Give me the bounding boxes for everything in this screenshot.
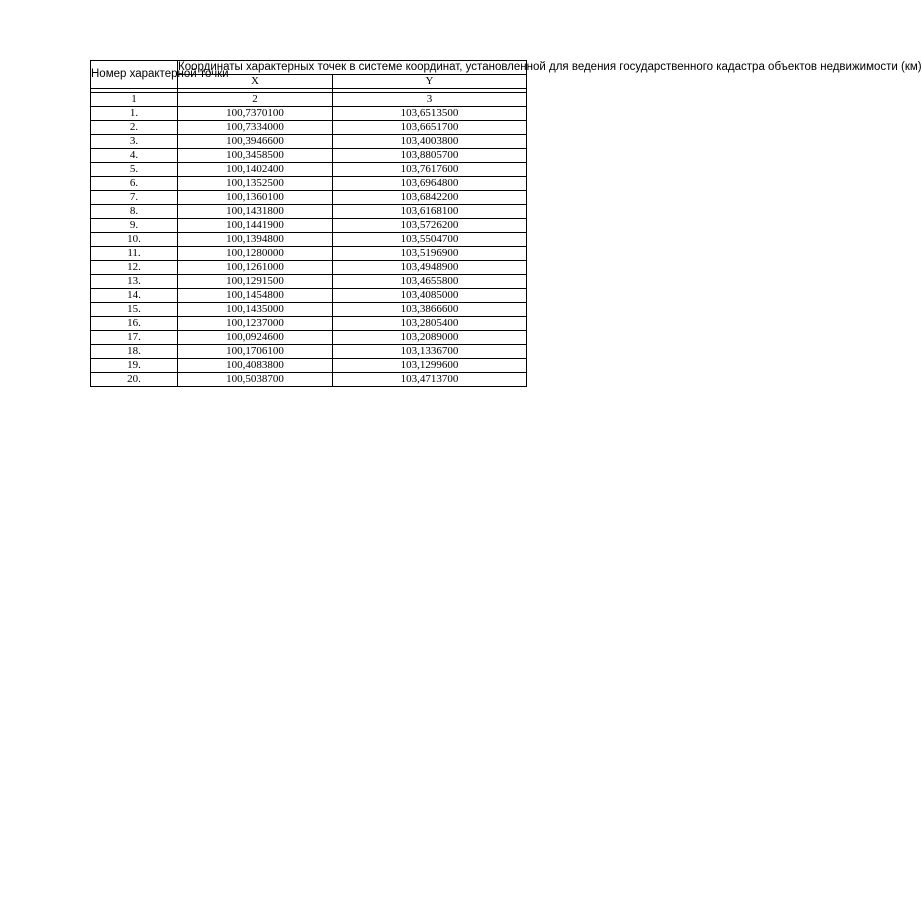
header-row (91, 61, 527, 75)
point-number-cell: 17. (91, 331, 178, 345)
table-row (91, 345, 527, 359)
y-coordinate-cell: 103,2805400 (333, 317, 527, 331)
column-number-row (91, 93, 527, 107)
table-row (91, 289, 527, 303)
table-row (91, 163, 527, 177)
coordinates-table (90, 60, 922, 387)
y-coordinate-cell: 103,4003800 (333, 135, 527, 149)
y-coordinate-cell: 103,4948900 (333, 261, 527, 275)
y-coordinate-cell: 103,6651700 (333, 121, 527, 135)
table-row (91, 177, 527, 191)
y-coordinate-cell: 103,5196900 (333, 247, 527, 261)
x-coordinate-cell: 100,1360100 (178, 191, 333, 205)
x-coordinate-cell: 100,0924600 (178, 331, 333, 345)
y-coordinate-cell: 103,6513500 (333, 107, 527, 121)
point-number-cell: 19. (91, 359, 178, 373)
x-coordinate-cell: 100,7370100 (178, 107, 333, 121)
point-number-cell: 16. (91, 317, 178, 331)
point-number-cell: 20. (91, 373, 178, 387)
table-row (91, 191, 527, 205)
x-coordinate-cell: 100,1706100 (178, 345, 333, 359)
y-coordinate-cell: 103,6964800 (333, 177, 527, 191)
point-number-cell: 3. (91, 135, 178, 149)
point-number-cell: 4. (91, 149, 178, 163)
point-number-cell: 12. (91, 261, 178, 275)
x-coordinate-cell: 100,1402400 (178, 163, 333, 177)
x-coordinate-cell: 100,5038700 (178, 373, 333, 387)
point-number-cell: 1. (91, 107, 178, 121)
y-coordinate-cell: 103,4085000 (333, 289, 527, 303)
x-coordinate-cell: 100,1431800 (178, 205, 333, 219)
x-coordinate-cell: 100,1394800 (178, 233, 333, 247)
y-coordinate-cell: 103,1336700 (333, 345, 527, 359)
table-row (91, 275, 527, 289)
table-header (91, 61, 922, 89)
point-number-cell: 11. (91, 247, 178, 261)
header-y: Y (333, 75, 527, 89)
x-coordinate-cell: 100,1454800 (178, 289, 333, 303)
point-number-cell: 7. (91, 191, 178, 205)
table-row (91, 205, 527, 219)
column-number: 1 (91, 93, 178, 107)
table-row (91, 121, 527, 135)
column-number: 2 (178, 93, 333, 107)
x-coordinate-cell: 100,3946600 (178, 135, 333, 149)
y-coordinate-cell: 103,6842200 (333, 191, 527, 205)
x-coordinate-cell: 100,1237000 (178, 317, 333, 331)
y-coordinate-cell: 103,3866600 (333, 303, 527, 317)
header-coordinates: Координаты характерных точек в системе координат, установленной для ведения государственного кадастра объектов недвижимости (км) (178, 61, 922, 73)
table-row (91, 219, 527, 233)
table-row (91, 233, 527, 247)
header-x: X (178, 75, 333, 89)
table-row (91, 373, 527, 387)
table-row (91, 359, 527, 373)
table-row (91, 331, 527, 345)
y-coordinate-cell: 103,8805700 (333, 149, 527, 163)
x-coordinate-cell: 100,7334000 (178, 121, 333, 135)
y-coordinate-cell: 103,7617600 (333, 163, 527, 177)
table-row (91, 135, 527, 149)
table-body (91, 89, 527, 387)
point-number-cell: 13. (91, 275, 178, 289)
point-number-cell: 5. (91, 163, 178, 177)
point-number-cell: 6. (91, 177, 178, 191)
point-number-cell: 9. (91, 219, 178, 233)
point-number-cell: 18. (91, 345, 178, 359)
table-row (91, 261, 527, 275)
y-coordinate-cell: 103,5504700 (333, 233, 527, 247)
table-row (91, 149, 527, 163)
table-row (91, 247, 527, 261)
x-coordinate-cell: 100,1352500 (178, 177, 333, 191)
x-coordinate-cell: 100,4083800 (178, 359, 333, 373)
header-point-number: Номер характерной точки (91, 61, 178, 89)
y-coordinate-cell: 103,2089000 (333, 331, 527, 345)
point-number-cell: 8. (91, 205, 178, 219)
table-row (91, 107, 527, 121)
table-row (91, 317, 527, 331)
column-number: 3 (333, 93, 527, 107)
x-coordinate-cell: 100,1261000 (178, 261, 333, 275)
x-coordinate-cell: 100,1435000 (178, 303, 333, 317)
point-number-cell: 14. (91, 289, 178, 303)
x-coordinate-cell: 100,1291500 (178, 275, 333, 289)
y-coordinate-cell: 103,6168100 (333, 205, 527, 219)
x-coordinate-cell: 100,1280000 (178, 247, 333, 261)
point-number-cell: 2. (91, 121, 178, 135)
point-number-cell: 15. (91, 303, 178, 317)
y-coordinate-cell: 103,5726200 (333, 219, 527, 233)
y-coordinate-cell: 103,4655800 (333, 275, 527, 289)
y-coordinate-cell: 103,4713700 (333, 373, 527, 387)
x-coordinate-cell: 100,3458500 (178, 149, 333, 163)
table-row (91, 303, 527, 317)
x-coordinate-cell: 100,1441900 (178, 219, 333, 233)
point-number-cell: 10. (91, 233, 178, 247)
y-coordinate-cell: 103,1299600 (333, 359, 527, 373)
